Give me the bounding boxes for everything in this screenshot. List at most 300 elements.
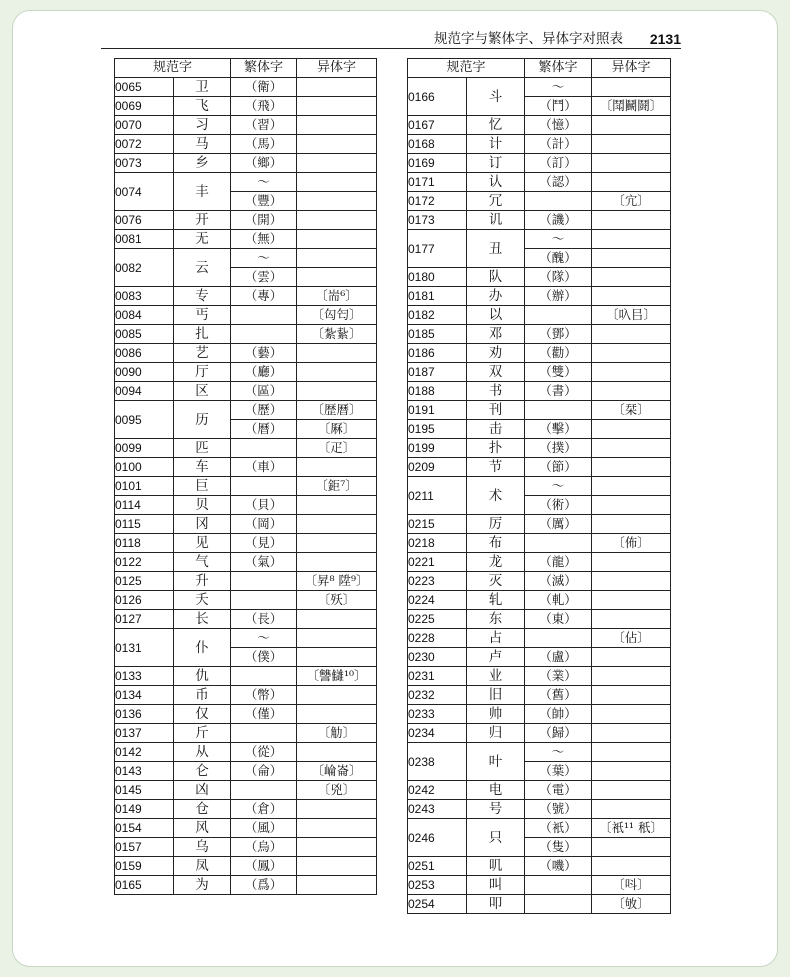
- traditional-char: （擊）: [525, 420, 592, 439]
- standard-char: 夭: [174, 591, 231, 610]
- entry-code: 0168: [408, 135, 467, 154]
- table-row: [115, 591, 377, 610]
- entry-code: 0218: [408, 534, 467, 553]
- standard-char: 归: [467, 724, 525, 743]
- table-row: [115, 743, 377, 762]
- standard-char: 轧: [467, 591, 525, 610]
- variant-chars: [592, 762, 671, 781]
- table-row: [115, 667, 377, 686]
- variant-chars: [592, 724, 671, 743]
- variant-chars: [592, 667, 671, 686]
- header-standard: 规范字: [115, 59, 231, 78]
- entry-code: 0159: [115, 857, 174, 876]
- variant-chars: [297, 192, 377, 211]
- entry-code: 0125: [115, 572, 174, 591]
- traditional-char: ～: [231, 173, 297, 192]
- entry-code: 0199: [408, 439, 467, 458]
- traditional-char: （倉）: [231, 800, 297, 819]
- traditional-char: （盧）: [525, 648, 592, 667]
- table-row: [115, 553, 377, 572]
- table-row: [115, 287, 377, 306]
- right-table: [407, 58, 671, 914]
- variant-chars: 〔匃匄〕: [297, 306, 377, 325]
- table-row: [408, 800, 671, 819]
- table-row: [115, 78, 377, 97]
- traditional-char: ～: [525, 78, 592, 97]
- standard-char: 车: [174, 458, 231, 477]
- variant-chars: 〔佔〕: [592, 629, 671, 648]
- traditional-char: （隊）: [525, 268, 592, 287]
- traditional-char: （無）: [231, 230, 297, 249]
- table-row: [408, 230, 671, 249]
- traditional-char: ～: [525, 477, 592, 496]
- entry-code: 0166: [408, 78, 467, 116]
- table-row: [408, 325, 671, 344]
- table-row: [408, 705, 671, 724]
- entry-code: 0073: [115, 154, 174, 173]
- variant-chars: [592, 781, 671, 800]
- variant-chars: [297, 458, 377, 477]
- variant-chars: [592, 249, 671, 268]
- table-row: [115, 382, 377, 401]
- page-number: 2131: [649, 31, 681, 47]
- entry-code: 0085: [115, 325, 174, 344]
- traditional-char: （貝）: [231, 496, 297, 515]
- variant-chars: 〔呌〕: [592, 876, 671, 895]
- table-row: [115, 230, 377, 249]
- variant-chars: [592, 857, 671, 876]
- traditional-char: （葉）: [525, 762, 592, 781]
- standard-char: 巨: [174, 477, 231, 496]
- traditional-char: （認）: [525, 173, 592, 192]
- entry-code: 0133: [115, 667, 174, 686]
- variant-chars: [592, 553, 671, 572]
- variant-chars: [297, 515, 377, 534]
- standard-char: 气: [174, 553, 231, 572]
- table-row: [408, 724, 671, 743]
- standard-char: 冗: [467, 192, 525, 211]
- standard-char: 邓: [467, 325, 525, 344]
- standard-char: 贝: [174, 496, 231, 515]
- table-row: [408, 211, 671, 230]
- entry-code: 0083: [115, 287, 174, 306]
- entry-code: 0081: [115, 230, 174, 249]
- table-row: [408, 743, 671, 762]
- table-row: [115, 401, 377, 420]
- variant-chars: [297, 363, 377, 382]
- table-row: [408, 458, 671, 477]
- table-row: [115, 363, 377, 382]
- entry-code: 0182: [408, 306, 467, 325]
- table-row: [408, 534, 671, 553]
- entry-code: 0173: [408, 211, 467, 230]
- standard-char: 币: [174, 686, 231, 705]
- standard-char: 叶: [467, 743, 525, 781]
- variant-chars: 〔鬦鬭鬪〕: [592, 97, 671, 116]
- variant-chars: [592, 591, 671, 610]
- entry-code: 0171: [408, 173, 467, 192]
- table-row: [408, 135, 671, 154]
- table-row: [115, 477, 377, 496]
- traditional-char: ～: [231, 629, 297, 648]
- entry-code: 0232: [408, 686, 467, 705]
- entry-code: 0225: [408, 610, 467, 629]
- table-row: [115, 439, 377, 458]
- entry-code: 0165: [115, 876, 174, 895]
- variant-chars: [592, 477, 671, 496]
- traditional-char: （歷）: [231, 401, 297, 420]
- variant-chars: [297, 838, 377, 857]
- entry-code: 0157: [115, 838, 174, 857]
- table-row: [408, 192, 671, 211]
- standard-char: 旧: [467, 686, 525, 705]
- entry-code: 0145: [115, 781, 174, 800]
- entry-code: 0065: [115, 78, 174, 97]
- traditional-char: [525, 629, 592, 648]
- traditional-char: （鳳）: [231, 857, 297, 876]
- table-row: [115, 534, 377, 553]
- traditional-char: （術）: [525, 496, 592, 515]
- traditional-char: [231, 781, 297, 800]
- standard-char: 书: [467, 382, 525, 401]
- table-row: [408, 173, 671, 192]
- table-row: [115, 686, 377, 705]
- table-row: [408, 154, 671, 173]
- traditional-char: （東）: [525, 610, 592, 629]
- table-row: [408, 515, 671, 534]
- variant-chars: [297, 116, 377, 135]
- standard-char: 飞: [174, 97, 231, 116]
- standard-char: 长: [174, 610, 231, 629]
- standard-char: 叽: [467, 857, 525, 876]
- traditional-char: （長）: [231, 610, 297, 629]
- standard-char: 斗: [467, 78, 525, 116]
- traditional-char: [525, 534, 592, 553]
- entry-code: 0070: [115, 116, 174, 135]
- entry-code: 0074: [115, 173, 174, 211]
- traditional-char: （訂）: [525, 154, 592, 173]
- traditional-char: [231, 325, 297, 344]
- standard-char: 扑: [467, 439, 525, 458]
- traditional-char: （厲）: [525, 515, 592, 534]
- traditional-char: （岡）: [231, 515, 297, 534]
- variant-chars: [592, 344, 671, 363]
- standard-char: 仅: [174, 705, 231, 724]
- entry-code: 0086: [115, 344, 174, 363]
- table-row: [408, 420, 671, 439]
- table-row: [115, 306, 377, 325]
- header-variant: 异体字: [297, 59, 377, 78]
- entry-code: 0167: [408, 116, 467, 135]
- entry-code: 0253: [408, 876, 467, 895]
- traditional-char: （撲）: [525, 439, 592, 458]
- variant-chars: [592, 800, 671, 819]
- header-traditional: 繁体字: [231, 59, 297, 78]
- traditional-char: [525, 306, 592, 325]
- standard-char: 灭: [467, 572, 525, 591]
- entry-code: 0185: [408, 325, 467, 344]
- variant-chars: [297, 135, 377, 154]
- variant-chars: [297, 344, 377, 363]
- variant-chars: 〔厤〕: [297, 420, 377, 439]
- traditional-char: （飛）: [231, 97, 297, 116]
- variant-chars: 〔讐讎¹⁰〕: [297, 667, 377, 686]
- variant-chars: [592, 496, 671, 515]
- entry-code: 0131: [115, 629, 174, 667]
- traditional-char: （電）: [525, 781, 592, 800]
- traditional-char: [231, 306, 297, 325]
- table-row: [408, 268, 671, 287]
- table-row: [115, 515, 377, 534]
- standard-char: 术: [467, 477, 525, 515]
- page-header: [101, 30, 681, 49]
- variant-chars: 〔佈〕: [592, 534, 671, 553]
- variant-chars: 〔昇⁸ 陞⁹〕: [297, 572, 377, 591]
- variant-chars: 〔紮紥〕: [297, 325, 377, 344]
- variant-chars: [297, 382, 377, 401]
- entry-code: 0084: [115, 306, 174, 325]
- standard-char: 击: [467, 420, 525, 439]
- standard-char: 办: [467, 287, 525, 306]
- variant-chars: [297, 800, 377, 819]
- traditional-char: （從）: [231, 743, 297, 762]
- variant-chars: [592, 705, 671, 724]
- variant-chars: [297, 97, 377, 116]
- table-row: [408, 344, 671, 363]
- standard-char: 乡: [174, 154, 231, 173]
- traditional-char: （鄉）: [231, 154, 297, 173]
- standard-char: 只: [467, 819, 525, 857]
- standard-char: 历: [174, 401, 231, 439]
- table-row: [115, 781, 377, 800]
- variant-chars: [297, 249, 377, 268]
- variant-chars: 〔宂〕: [592, 192, 671, 211]
- entry-code: 0142: [115, 743, 174, 762]
- traditional-char: （侖）: [231, 762, 297, 781]
- traditional-char: （嘰）: [525, 857, 592, 876]
- entry-code: 0149: [115, 800, 174, 819]
- variant-chars: 〔叺㠯〕: [592, 306, 671, 325]
- variant-chars: 〔疋〕: [297, 439, 377, 458]
- traditional-char: （爲）: [231, 876, 297, 895]
- entry-code: 0082: [115, 249, 174, 287]
- variant-chars: [592, 686, 671, 705]
- standard-char: 凶: [174, 781, 231, 800]
- variant-chars: 〔鉅⁷〕: [297, 477, 377, 496]
- header-traditional: 繁体字: [525, 59, 592, 78]
- standard-char: 见: [174, 534, 231, 553]
- table-row: [115, 629, 377, 648]
- entry-code: 0076: [115, 211, 174, 230]
- table-row: [408, 648, 671, 667]
- table-row: [115, 116, 377, 135]
- standard-char: 从: [174, 743, 231, 762]
- traditional-char: （曆）: [231, 420, 297, 439]
- traditional-char: （書）: [525, 382, 592, 401]
- variant-chars: 〔敂〕: [592, 895, 671, 914]
- table-row: [115, 762, 377, 781]
- standard-char: 仑: [174, 762, 231, 781]
- traditional-char: （氣）: [231, 553, 297, 572]
- table-row: [408, 876, 671, 895]
- entry-code: 0100: [115, 458, 174, 477]
- entry-code: 0118: [115, 534, 174, 553]
- standard-char: 为: [174, 876, 231, 895]
- traditional-char: （雲）: [231, 268, 297, 287]
- header-title: 规范字与繁体字、异体字对照表: [434, 31, 623, 47]
- standard-char: 业: [467, 667, 525, 686]
- standard-char: 丑: [467, 230, 525, 268]
- standard-char: 乌: [174, 838, 231, 857]
- variant-chars: 〔兇〕: [297, 781, 377, 800]
- traditional-char: （節）: [525, 458, 592, 477]
- traditional-char: （業）: [525, 667, 592, 686]
- traditional-char: （隻）: [525, 838, 592, 857]
- table-row: [408, 591, 671, 610]
- standard-char: 厉: [467, 515, 525, 534]
- standard-char: 专: [174, 287, 231, 306]
- table-row: [115, 838, 377, 857]
- variant-chars: 〔栞〕: [592, 401, 671, 420]
- table-row: [115, 724, 377, 743]
- variant-chars: [297, 705, 377, 724]
- entry-code: 0154: [115, 819, 174, 838]
- table-row: [408, 667, 671, 686]
- entry-code: 0143: [115, 762, 174, 781]
- table-row: [408, 401, 671, 420]
- standard-char: 扎: [174, 325, 231, 344]
- entry-code: 0238: [408, 743, 467, 781]
- table-row: [408, 553, 671, 572]
- traditional-char: （廳）: [231, 363, 297, 382]
- standard-char: 卢: [467, 648, 525, 667]
- variant-chars: [592, 230, 671, 249]
- standard-char: 厅: [174, 363, 231, 382]
- traditional-char: （僕）: [231, 648, 297, 667]
- traditional-char: （舊）: [525, 686, 592, 705]
- traditional-char: （憶）: [525, 116, 592, 135]
- variant-chars: [297, 743, 377, 762]
- variant-chars: [297, 819, 377, 838]
- traditional-char: [231, 477, 297, 496]
- entry-code: 0115: [115, 515, 174, 534]
- variant-chars: [297, 78, 377, 97]
- standard-char: 无: [174, 230, 231, 249]
- entry-code: 0186: [408, 344, 467, 363]
- traditional-char: [525, 401, 592, 420]
- traditional-char: （衹）: [525, 819, 592, 838]
- entry-code: 0224: [408, 591, 467, 610]
- table-row: [115, 344, 377, 363]
- traditional-char: [231, 439, 297, 458]
- traditional-char: （車）: [231, 458, 297, 477]
- variant-chars: [297, 610, 377, 629]
- traditional-char: ～: [525, 743, 592, 762]
- variant-chars: [297, 268, 377, 287]
- traditional-char: ～: [231, 249, 297, 268]
- entry-code: 0114: [115, 496, 174, 515]
- table-row: [408, 686, 671, 705]
- entry-code: 0230: [408, 648, 467, 667]
- entry-code: 0099: [115, 439, 174, 458]
- entry-code: 0243: [408, 800, 467, 819]
- variant-chars: [297, 173, 377, 192]
- variant-chars: 〔歴曆〕: [297, 401, 377, 420]
- variant-chars: [592, 382, 671, 401]
- entry-code: 0223: [408, 572, 467, 591]
- traditional-char: （帥）: [525, 705, 592, 724]
- table-row: [115, 876, 377, 895]
- traditional-char: [525, 192, 592, 211]
- variant-chars: [592, 743, 671, 762]
- traditional-char: （辦）: [525, 287, 592, 306]
- table-row: [408, 287, 671, 306]
- entry-code: 0187: [408, 363, 467, 382]
- standard-char: 叩: [467, 895, 525, 914]
- left-table: [114, 58, 377, 895]
- standard-char: 帅: [467, 705, 525, 724]
- traditional-char: [231, 572, 297, 591]
- entry-code: 0127: [115, 610, 174, 629]
- table-row: [408, 781, 671, 800]
- traditional-char: （開）: [231, 211, 297, 230]
- table-row: [408, 382, 671, 401]
- variant-chars: [592, 610, 671, 629]
- table-row: [408, 477, 671, 496]
- variant-chars: [297, 534, 377, 553]
- entry-code: 0177: [408, 230, 467, 268]
- entry-code: 0094: [115, 382, 174, 401]
- variant-chars: 〔耑⁶〕: [297, 287, 377, 306]
- variant-chars: [297, 648, 377, 667]
- entry-code: 0234: [408, 724, 467, 743]
- traditional-char: （計）: [525, 135, 592, 154]
- entry-code: 0251: [408, 857, 467, 876]
- variant-chars: [297, 230, 377, 249]
- variant-chars: [592, 78, 671, 97]
- table-row: [408, 895, 671, 914]
- entry-code: 0209: [408, 458, 467, 477]
- entry-code: 0122: [115, 553, 174, 572]
- table-row: [115, 610, 377, 629]
- traditional-char: [525, 876, 592, 895]
- traditional-char: （軋）: [525, 591, 592, 610]
- standard-char: 云: [174, 249, 231, 287]
- table-row: [115, 173, 377, 192]
- traditional-char: （藝）: [231, 344, 297, 363]
- standard-char: 双: [467, 363, 525, 382]
- variant-chars: 〔殀〕: [297, 591, 377, 610]
- variant-chars: [592, 648, 671, 667]
- variant-chars: [592, 458, 671, 477]
- table-row: [408, 306, 671, 325]
- variant-chars: [592, 116, 671, 135]
- standard-char: 斤: [174, 724, 231, 743]
- standard-char: 忆: [467, 116, 525, 135]
- entry-code: 0242: [408, 781, 467, 800]
- standard-char: 以: [467, 306, 525, 325]
- standard-char: 刊: [467, 401, 525, 420]
- standard-char: 讥: [467, 211, 525, 230]
- standard-char: 升: [174, 572, 231, 591]
- traditional-char: （風）: [231, 819, 297, 838]
- standard-char: 风: [174, 819, 231, 838]
- variant-chars: [592, 135, 671, 154]
- variant-chars: [592, 154, 671, 173]
- standard-char: 卫: [174, 78, 231, 97]
- entry-code: 0181: [408, 287, 467, 306]
- entry-code: 0254: [408, 895, 467, 914]
